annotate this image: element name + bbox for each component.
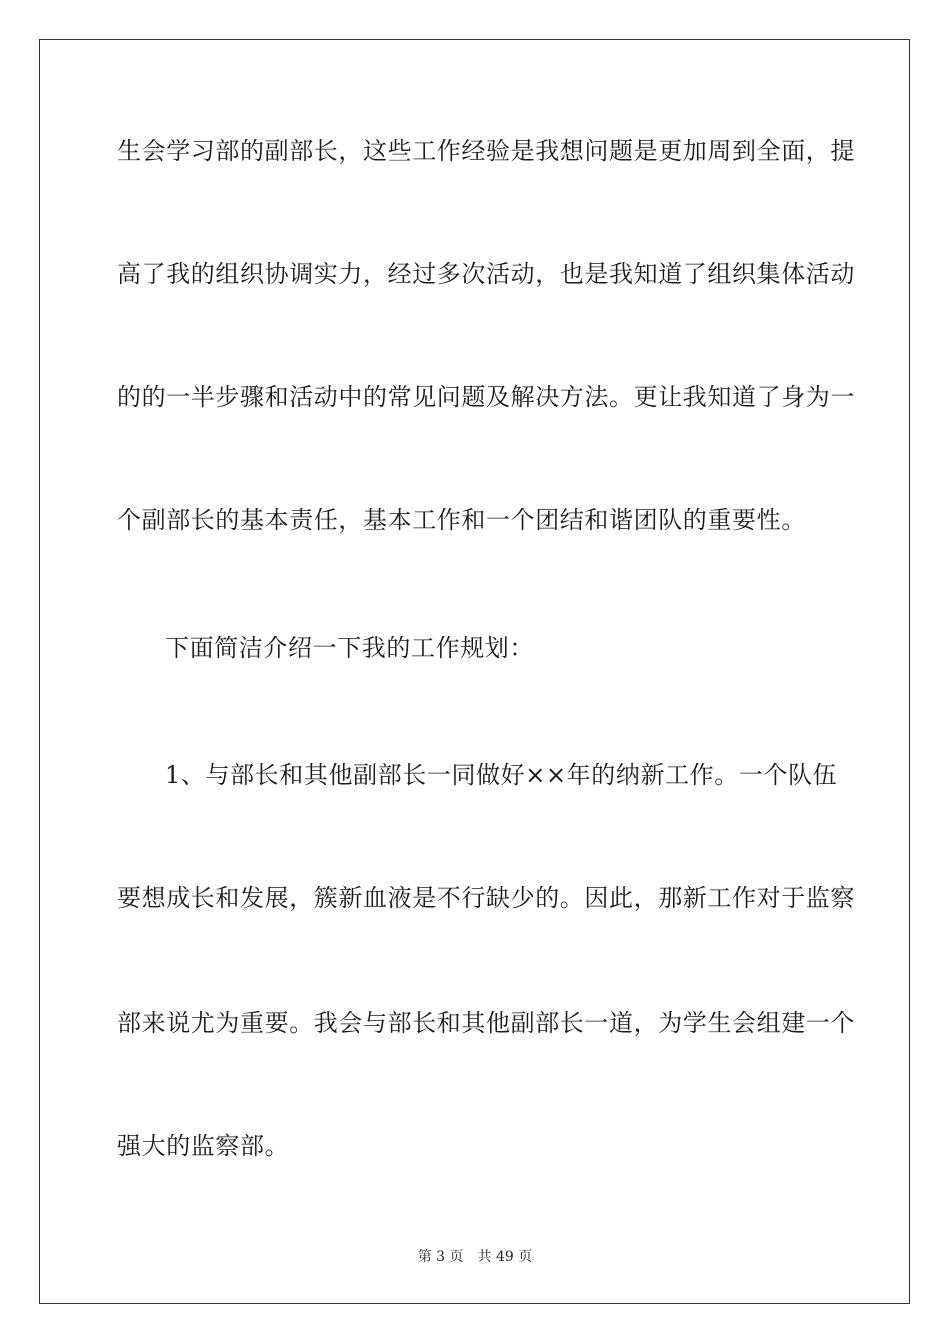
- paragraph-line-1: 生会学习部的副部长，这些工作经验是我想问题是更加周到全面，提: [117, 137, 855, 165]
- paragraph-line-4: 个副部长的基本责任，基本工作和一个团结和谐团队的重要性。: [117, 506, 806, 534]
- paragraph-line-9: 强大的监察部。: [117, 1132, 290, 1160]
- page-number: 第 3 页: [417, 1249, 464, 1265]
- page-footer: [0, 1248, 950, 1266]
- paragraph-line-6: 1、与部长和其他副部长一同做好××年的纳新工作。一个队伍: [165, 761, 838, 789]
- page-border: [39, 39, 910, 1304]
- paragraph-line-2: 高了我的组织协调实力，经过多次活动，也是我知道了组织集体活动: [117, 260, 855, 288]
- page-total: 共 49 页: [477, 1249, 533, 1265]
- paragraph-line-7: 要想成长和发展，簇新血液是不行缺少的。因此，那新工作对于监察: [117, 884, 855, 912]
- paragraph-line-5: 下面简洁介绍一下我的工作规划：: [165, 634, 534, 662]
- paragraph-line-8: 部来说尤为重要。我会与部长和其他副部长一道，为学生会组建一个: [117, 1009, 855, 1037]
- paragraph-line-3: 的的一半步骤和活动中的常见问题及解决方法。更让我知道了身为一: [117, 383, 855, 411]
